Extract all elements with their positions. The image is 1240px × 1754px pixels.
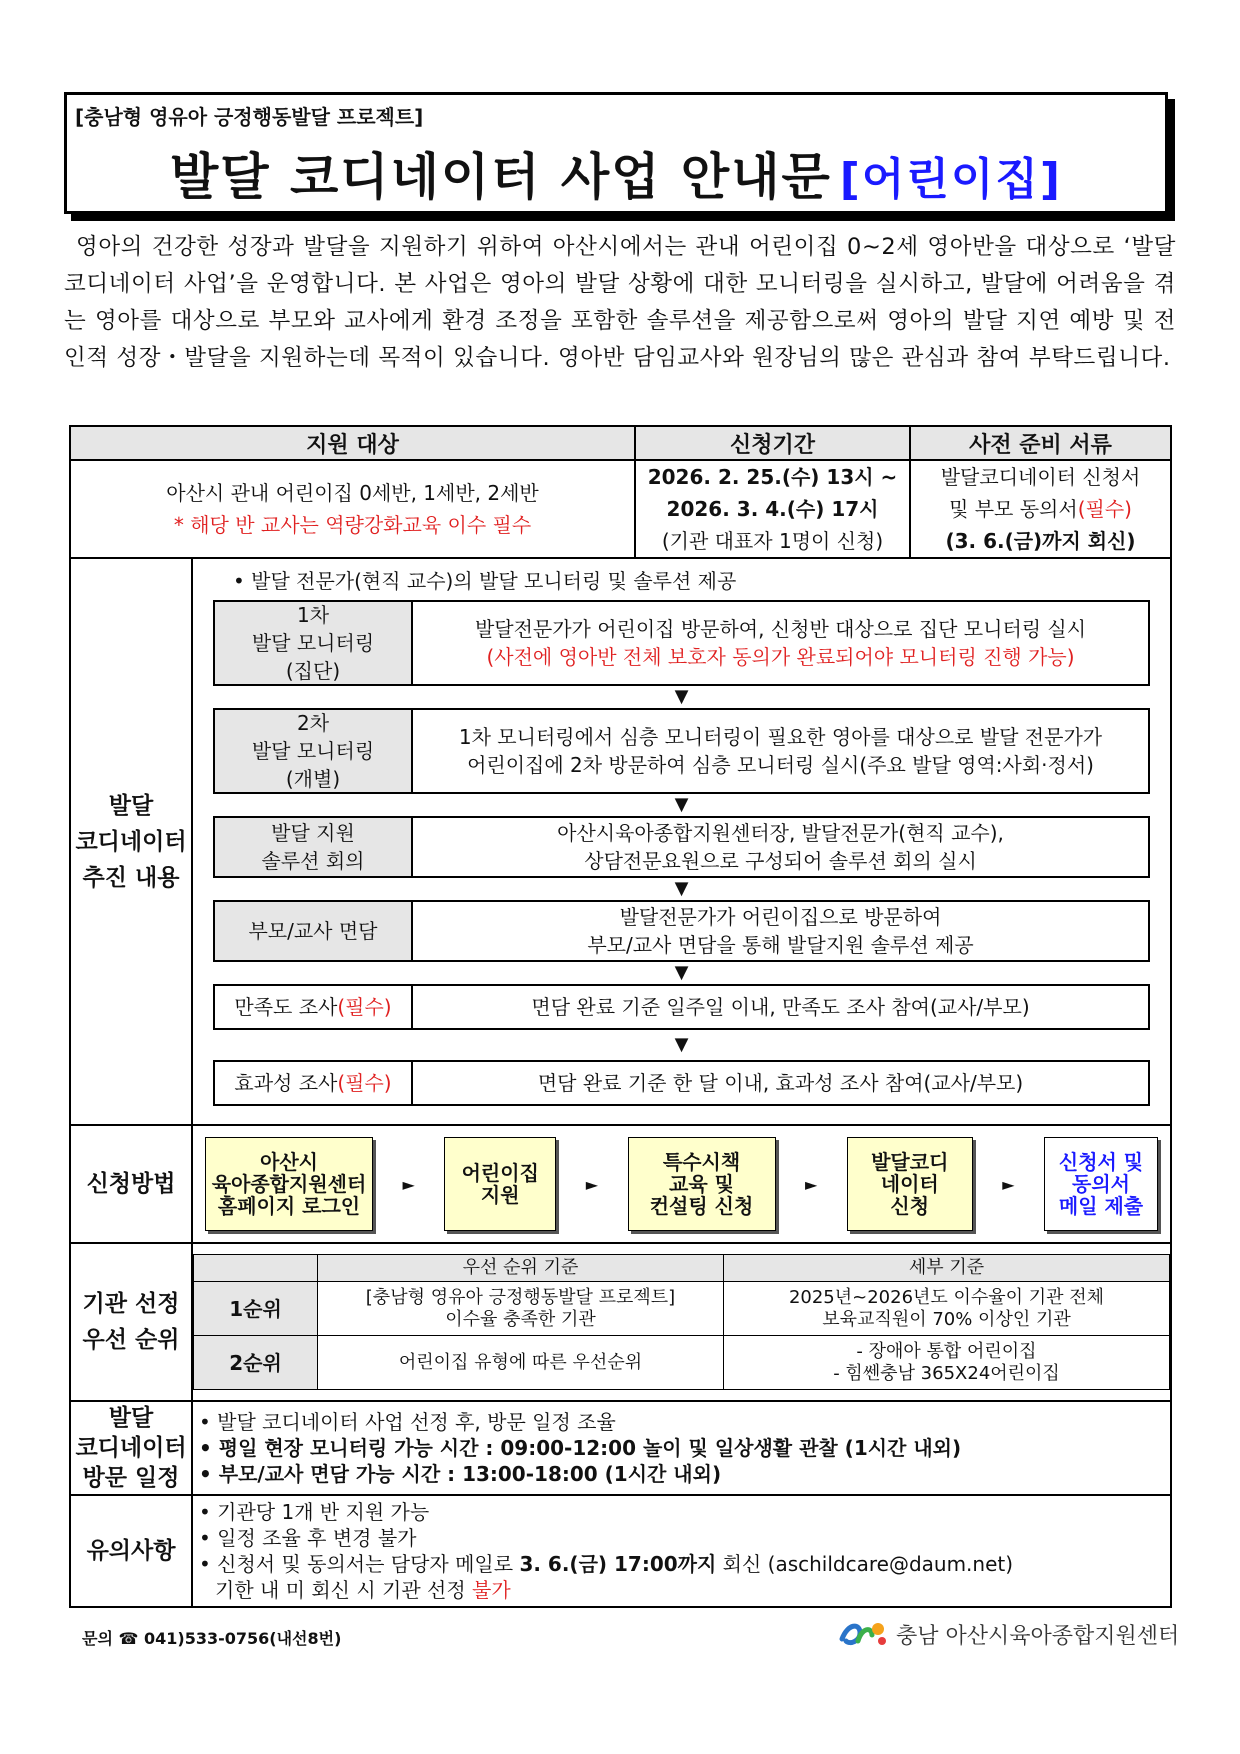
step-1-label-3: (집단) bbox=[285, 659, 341, 683]
apply-step-5-line1: 신청서 및 bbox=[1058, 1150, 1144, 1174]
down-arrow-icon: ▼ bbox=[674, 1034, 689, 1055]
step-3-label bbox=[215, 818, 413, 876]
process-label-3: 추진 내용 bbox=[82, 864, 180, 891]
note-item: • 기관당 1개 반 지원 가능 bbox=[199, 1500, 430, 1524]
note-4-text: 기한 내 미 회신 시 기관 선정 bbox=[215, 1578, 466, 1602]
header-target: 지원 대상 bbox=[70, 426, 635, 460]
priority-row-1-criteria bbox=[318, 1282, 724, 1336]
note-3-email: 회신 (aschildcare@daum.net) bbox=[722, 1552, 1014, 1576]
step-6-label-a: 효과성 조사 bbox=[234, 1071, 338, 1095]
right-arrow-icon: ► bbox=[1002, 1174, 1015, 1194]
priority-1-criteria-1: [충남형 영유아 긍정행동발달 프로젝트] bbox=[365, 1286, 676, 1308]
apply-step-2-line2: 지원 bbox=[480, 1183, 520, 1207]
intro-text: 영아의 건강한 성장과 발달을 지원하기 위하여 아산시에서는 관내 어린이집 0~2세 영아반을 대상으로 ‘발달코디네이터 사업’을 운영합니다. 본 사업은 영아의 발달 상황에 대한 모니터링을 실시하고, 발달에 어려움을 겪는 영아를 대상으로 부모와 교사에게 환경 조정을 포함한 솔루션을 제공함으로써 영아의 발달 지연 예방 및 전인적 성장・발달을 지원하는데 목적이 있습니다. 영아반 담임교사와 원장님의 많은 관심과 참여 부탁드립니다. bbox=[64, 234, 1176, 371]
step-3-desc-2: 상담전문요원으로 구성되어 솔루션 회의 실시 bbox=[584, 849, 977, 873]
main-table bbox=[69, 425, 1172, 1608]
step-3-label-1: 발달 지원 bbox=[271, 821, 355, 845]
apply-section-label: 신청방법 bbox=[70, 1125, 192, 1243]
process-flow bbox=[192, 558, 1171, 1125]
step-4 bbox=[213, 900, 1150, 962]
step-2-desc-2: 어린이집에 2차 방문하여 심층 모니터링 실시(주요 발달 영역:사회·정서) bbox=[467, 753, 1094, 777]
priority-row-2-criteria: 어린이집 유형에 따른 우선순위 bbox=[318, 1336, 724, 1390]
apply-step-coordinator bbox=[847, 1137, 973, 1231]
step-6-desc: 면담 완료 기준 한 달 이내, 효과성 조사 참여(교사/부모) bbox=[537, 1071, 1024, 1095]
visit-section-label bbox=[70, 1401, 192, 1495]
apply-step-5-line3: 메일 제출 bbox=[1058, 1194, 1144, 1218]
docs-required: (필수) bbox=[1077, 497, 1132, 521]
step-4-label bbox=[215, 902, 413, 960]
note-item bbox=[193, 1577, 1170, 1603]
apply-step-3-line3: 컨설팅 신청 bbox=[649, 1194, 754, 1218]
step-4-desc-2: 부모/교사 면담을 통해 발달지원 솔루션 제공 bbox=[587, 933, 974, 957]
docs-line1: 발달코디네이터 신청서 bbox=[940, 465, 1141, 489]
step-5-label-a: 만족도 조사 bbox=[234, 995, 338, 1019]
priority-1-detail-2: 보육교직원이 70% 이상인 기관 bbox=[822, 1308, 1071, 1330]
priority-1-detail-1: 2025년~2026년도 이수율이 기관 전체 bbox=[788, 1286, 1105, 1308]
step-5-desc: 면담 완료 기준 일주일 이내, 만족도 조사 참여(교사/부모) bbox=[531, 995, 1030, 1019]
target-cell bbox=[70, 460, 635, 558]
apply-step-4-line1: 발달코디 bbox=[871, 1150, 949, 1174]
period-line1: 2026. 2. 25.(수) 13시 ~ bbox=[647, 465, 898, 489]
process-label-2: 코디네이터 bbox=[75, 828, 187, 855]
step-2-desc bbox=[413, 710, 1148, 792]
step-6-required: (필수) bbox=[337, 1071, 392, 1095]
priority-header-blank bbox=[194, 1255, 318, 1282]
docs-cell bbox=[910, 460, 1171, 558]
down-arrow-icon: ▼ bbox=[674, 794, 689, 815]
apply-step-email bbox=[1044, 1137, 1158, 1231]
priority-row-1-detail bbox=[724, 1282, 1170, 1336]
apply-step-4-line3: 신청 bbox=[890, 1194, 930, 1218]
note-3-text: • 신청서 및 동의서는 담당자 메일로 bbox=[199, 1552, 514, 1576]
title-box bbox=[64, 92, 1168, 214]
visit-label-2: 코디네이터 bbox=[75, 1435, 187, 1461]
period-line2: 2026. 3. 4.(수) 17시 bbox=[666, 497, 879, 521]
step-6-label-text bbox=[215, 1069, 411, 1097]
step-1-label bbox=[215, 602, 413, 684]
org-name: 충남 아산시육아종합지원센터 bbox=[896, 1623, 1180, 1649]
docs-line2-text: 및 부모 동의서 bbox=[949, 497, 1078, 521]
step-1-desc-red: (사전에 영아반 전체 보호자 동의가 완료되어야 모니터링 진행 가능) bbox=[486, 645, 1075, 669]
priority-rank-1: 1순위 bbox=[194, 1282, 318, 1336]
step-4-desc-1: 발달전문가가 어린이집으로 방문하여 bbox=[619, 905, 942, 929]
header-docs: 사전 준비 서류 bbox=[910, 426, 1171, 460]
period-cell bbox=[635, 460, 910, 558]
docs-line2 bbox=[911, 493, 1170, 525]
docs-line3: (3. 6.(금)까지 회신) bbox=[945, 529, 1136, 553]
process-label-1: 발달 bbox=[108, 792, 154, 819]
step-4-desc bbox=[413, 902, 1148, 960]
step-5-required: (필수) bbox=[337, 995, 392, 1019]
apply-step-1-line3: 홈페이지 로그인 bbox=[217, 1194, 361, 1218]
center-logo-icon bbox=[838, 1617, 888, 1651]
step-6-label bbox=[215, 1062, 413, 1104]
right-arrow-icon: ► bbox=[585, 1174, 599, 1194]
priority-rank-2: 2순위 bbox=[194, 1336, 318, 1390]
notes-section-label: 유의사항 bbox=[70, 1495, 192, 1607]
visit-list bbox=[192, 1401, 1171, 1495]
priority-table bbox=[193, 1254, 1170, 1390]
step-1-label-2: 발달 모니터링 bbox=[251, 631, 375, 655]
step-4-label-1: 부모/교사 면담 bbox=[248, 919, 378, 943]
priority-cell bbox=[192, 1243, 1171, 1401]
step-2-label-3: (개별) bbox=[285, 767, 341, 791]
visit-label-3: 방문 일정 bbox=[82, 1465, 180, 1491]
note-item bbox=[193, 1551, 1170, 1577]
step-1-label-1: 1차 bbox=[296, 603, 330, 627]
priority-header-detail: 세부 기준 bbox=[724, 1255, 1170, 1282]
down-arrow-icon: ▼ bbox=[674, 686, 689, 707]
process-intro: • 발달 전문가(현직 교수)의 발달 모니터링 및 솔루션 제공 bbox=[233, 569, 737, 593]
step-3 bbox=[213, 816, 1150, 878]
notes-list bbox=[192, 1495, 1171, 1607]
step-5-label-text bbox=[215, 993, 411, 1021]
project-tag: [충남형 영유아 긍정행동발달 프로젝트] bbox=[75, 105, 424, 129]
process-section-label bbox=[70, 558, 192, 1125]
visit-item: • 평일 현장 모니터링 가능 시간 : 09:00-12:00 놀이 및 일상생활 관찰 (1시간 내외) bbox=[199, 1436, 962, 1460]
priority-label-1: 기관 선정 bbox=[82, 1291, 180, 1317]
step-2-label bbox=[215, 710, 413, 792]
page-title bbox=[67, 137, 1165, 209]
right-arrow-icon: ► bbox=[804, 1174, 818, 1194]
apply-step-2-line1: 어린이집 bbox=[461, 1161, 539, 1185]
target-line2: * 해당 반 교사는 역량강화교육 이수 필수 bbox=[173, 513, 532, 537]
title-sub: [어린이집] bbox=[839, 154, 1063, 205]
step-5-label bbox=[215, 986, 413, 1028]
step-6 bbox=[213, 1060, 1150, 1106]
priority-label-2: 우선 순위 bbox=[82, 1327, 180, 1353]
contact-info: 문의 ☎ 041)533-0756(내선8번) bbox=[82, 1629, 342, 1648]
step-1 bbox=[213, 600, 1150, 686]
apply-step-3-line2: 교육 및 bbox=[669, 1172, 734, 1196]
org-logo bbox=[838, 1617, 1179, 1651]
step-2 bbox=[213, 708, 1150, 794]
apply-step-3-line1: 특수시책 bbox=[662, 1150, 741, 1174]
priority-1-criteria-2: 이수율 충족한 기관 bbox=[445, 1308, 596, 1330]
step-1-desc bbox=[413, 602, 1148, 684]
step-1-desc-1: 발달전문가가 어린이집 방문하여, 신청반 대상으로 집단 모니터링 실시 bbox=[474, 617, 1087, 641]
apply-step-1-line2: 육아종합지원센터 bbox=[211, 1172, 367, 1196]
visit-label-1: 발달 bbox=[108, 1405, 154, 1431]
down-arrow-icon: ▼ bbox=[674, 878, 689, 899]
apply-step-support bbox=[444, 1137, 556, 1231]
priority-section-label bbox=[70, 1243, 192, 1401]
step-3-desc bbox=[413, 818, 1148, 876]
priority-header-criteria: 우선 순위 기준 bbox=[318, 1255, 724, 1282]
apply-step-1-line1: 아산시 bbox=[260, 1150, 318, 1174]
note-item: • 일정 조율 후 변경 불가 bbox=[199, 1526, 417, 1550]
apply-flow bbox=[192, 1125, 1171, 1243]
note-4-red: 불가 bbox=[472, 1578, 511, 1602]
title-main: 발달 코디네이터 사업 안내문 bbox=[169, 148, 832, 206]
apply-step-training bbox=[628, 1137, 776, 1231]
header-period: 신청기간 bbox=[635, 426, 910, 460]
step-5 bbox=[213, 984, 1150, 1030]
intro-paragraph bbox=[64, 229, 1176, 377]
down-arrow-icon: ▼ bbox=[674, 962, 689, 983]
step-2-desc-1: 1차 모니터링에서 심층 모니터링이 필요한 영아를 대상으로 발달 전문가가 bbox=[458, 725, 1103, 749]
visit-item: • 부모/교사 면담 가능 시간 : 13:00-18:00 (1시간 내외) bbox=[199, 1462, 722, 1486]
note-3-deadline: 3. 6.(금) 17:00까지 bbox=[519, 1552, 717, 1576]
step-2-label-1: 2차 bbox=[296, 711, 330, 735]
step-3-desc-1: 아산시육아종합지원센터장, 발달전문가(현직 교수), bbox=[557, 821, 1004, 845]
target-line1: 아산시 관내 어린이집 0세반, 1세반, 2세반 bbox=[166, 481, 539, 505]
priority-2-detail-1: - 장애아 통합 어린이집 bbox=[856, 1340, 1037, 1362]
period-line3: (기관 대표자 1명이 신청) bbox=[661, 529, 884, 553]
priority-2-detail-2: - 힘쎈충남 365X24어린이집 bbox=[833, 1362, 1060, 1384]
apply-step-login bbox=[205, 1137, 373, 1231]
step-3-label-2: 솔루션 회의 bbox=[261, 849, 365, 873]
priority-row-2-detail bbox=[724, 1336, 1170, 1390]
right-arrow-icon: ► bbox=[402, 1174, 415, 1194]
visit-item: • 발달 코디네이터 사업 선정 후, 방문 일정 조율 bbox=[199, 1410, 616, 1434]
apply-step-4-line2: 네이터 bbox=[880, 1172, 939, 1196]
apply-step-5-line2: 동의서 bbox=[1072, 1172, 1130, 1196]
step-2-label-2: 발달 모니터링 bbox=[251, 739, 375, 763]
